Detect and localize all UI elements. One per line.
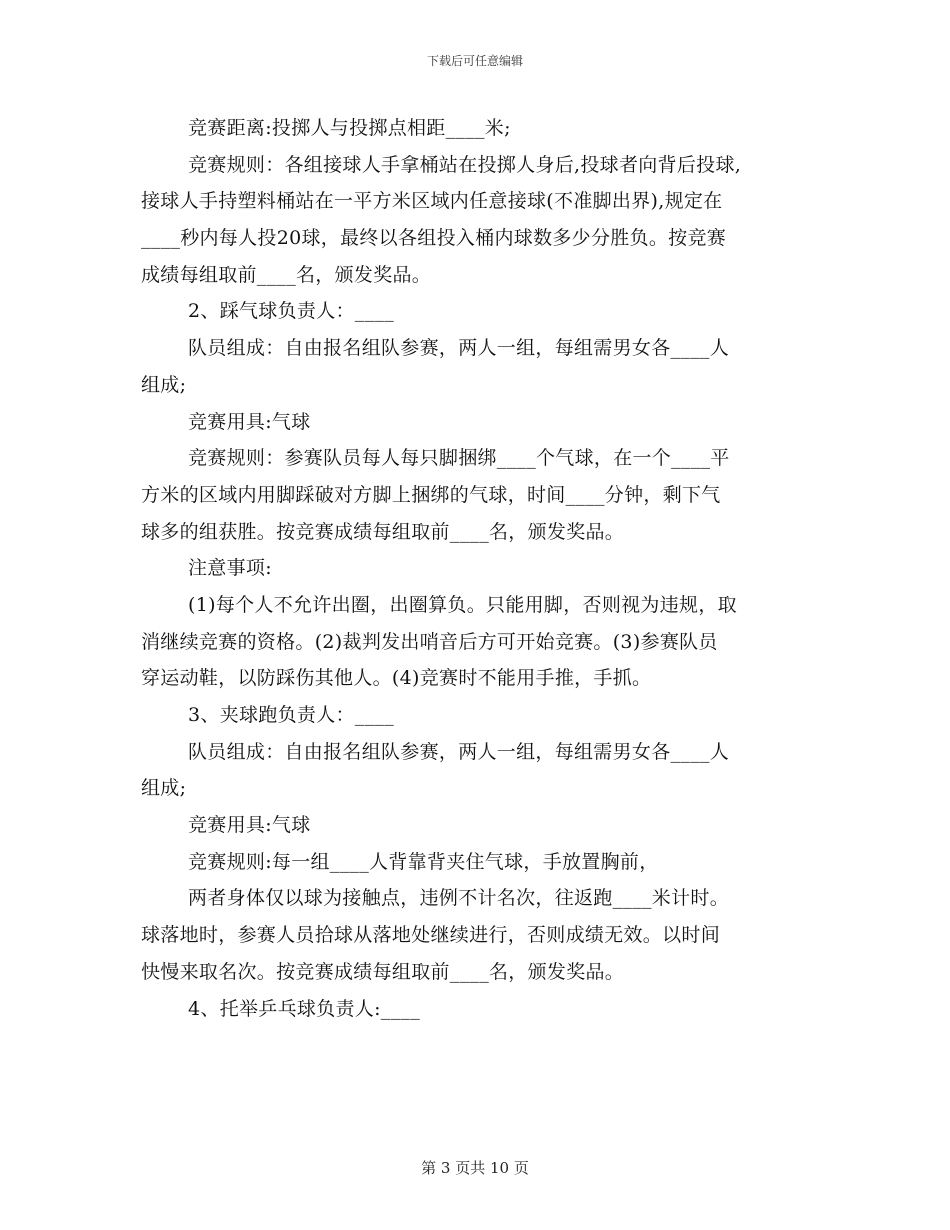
text-line: 竞赛规则：参赛队员每人每只脚捆绑____个气球，在一个____平 bbox=[188, 447, 730, 470]
text-line: 球落地时，参赛人员拾球从落地处继续进行，否则成绩无效。以时间 bbox=[141, 924, 721, 947]
text-line: 队员组成：自由报名组队参赛，两人一组，每组需男女各____人 bbox=[188, 740, 730, 763]
section-heading: 3、夹球跑负责人：____ bbox=[188, 704, 394, 726]
text-line: 队员组成：自由报名组队参赛，两人一组，每组需男女各____人 bbox=[188, 337, 730, 360]
text-line: 成绩每组取前____名，颁发奖品。 bbox=[141, 263, 432, 286]
text-line: 穿运动鞋，以防踩伤其他人。(4)竞赛时不能用手推，手抓。 bbox=[141, 667, 652, 690]
text-line: 快慢来取名次。按竞赛成绩每组取前____名，颁发奖品。 bbox=[141, 960, 625, 983]
section-heading: 2、踩气球负责人：____ bbox=[188, 300, 394, 323]
document-body bbox=[141, 110, 811, 1027]
page-footer: 第 3 页共 10 页 bbox=[421, 1159, 529, 1177]
text-line: 竞赛规则:每一组____人背靠背夹住气球，手放置胸前， bbox=[188, 850, 659, 873]
text-line: ____秒内每人投20球，最终以各组投入桶内球数多少分胜负。按竞赛 bbox=[141, 227, 727, 250]
text-line: 竞赛规则：各组接球人手拿桶站在投掷人身后,投球者向背后投球, bbox=[188, 153, 742, 176]
text-line: 两者身体仅以球为接触点，违例不计名次，往返跑____米计时。 bbox=[188, 887, 730, 910]
section-heading: 4、托举乒乓球负责人:____ bbox=[188, 997, 420, 1020]
page-header: 下载后可任意编辑 bbox=[426, 54, 523, 68]
text-line: 消继续竞赛的资格。(2)裁判发出哨音后方可开始竞赛。(3)参赛队员 bbox=[141, 630, 718, 653]
text-line: (1)每个人不允许出圈，出圈算负。只能用脚，否则视为违规，取 bbox=[188, 593, 737, 616]
text-line: 组成; bbox=[141, 777, 187, 800]
text-line: 组成; bbox=[141, 373, 187, 396]
text-line: 竞赛用具:气球 bbox=[188, 410, 311, 433]
text-line: 方米的区域内用脚踩破对方脚上捆绑的气球，时间____分钟，剩下气 bbox=[141, 483, 721, 506]
text-line: 球多的组获胜。按竞赛成绩每组取前____名，颁发奖品。 bbox=[141, 520, 625, 543]
text-line: 竞赛距离:投掷人与投掷点相距____米; bbox=[188, 117, 511, 139]
text-line: 竞赛用具:气球 bbox=[188, 814, 311, 837]
text-line: 接球人手持塑料桶站在一平方米区域内任意接球(不准脚出界),规定在 bbox=[141, 190, 723, 213]
text-line: 注意事项: bbox=[188, 557, 272, 580]
